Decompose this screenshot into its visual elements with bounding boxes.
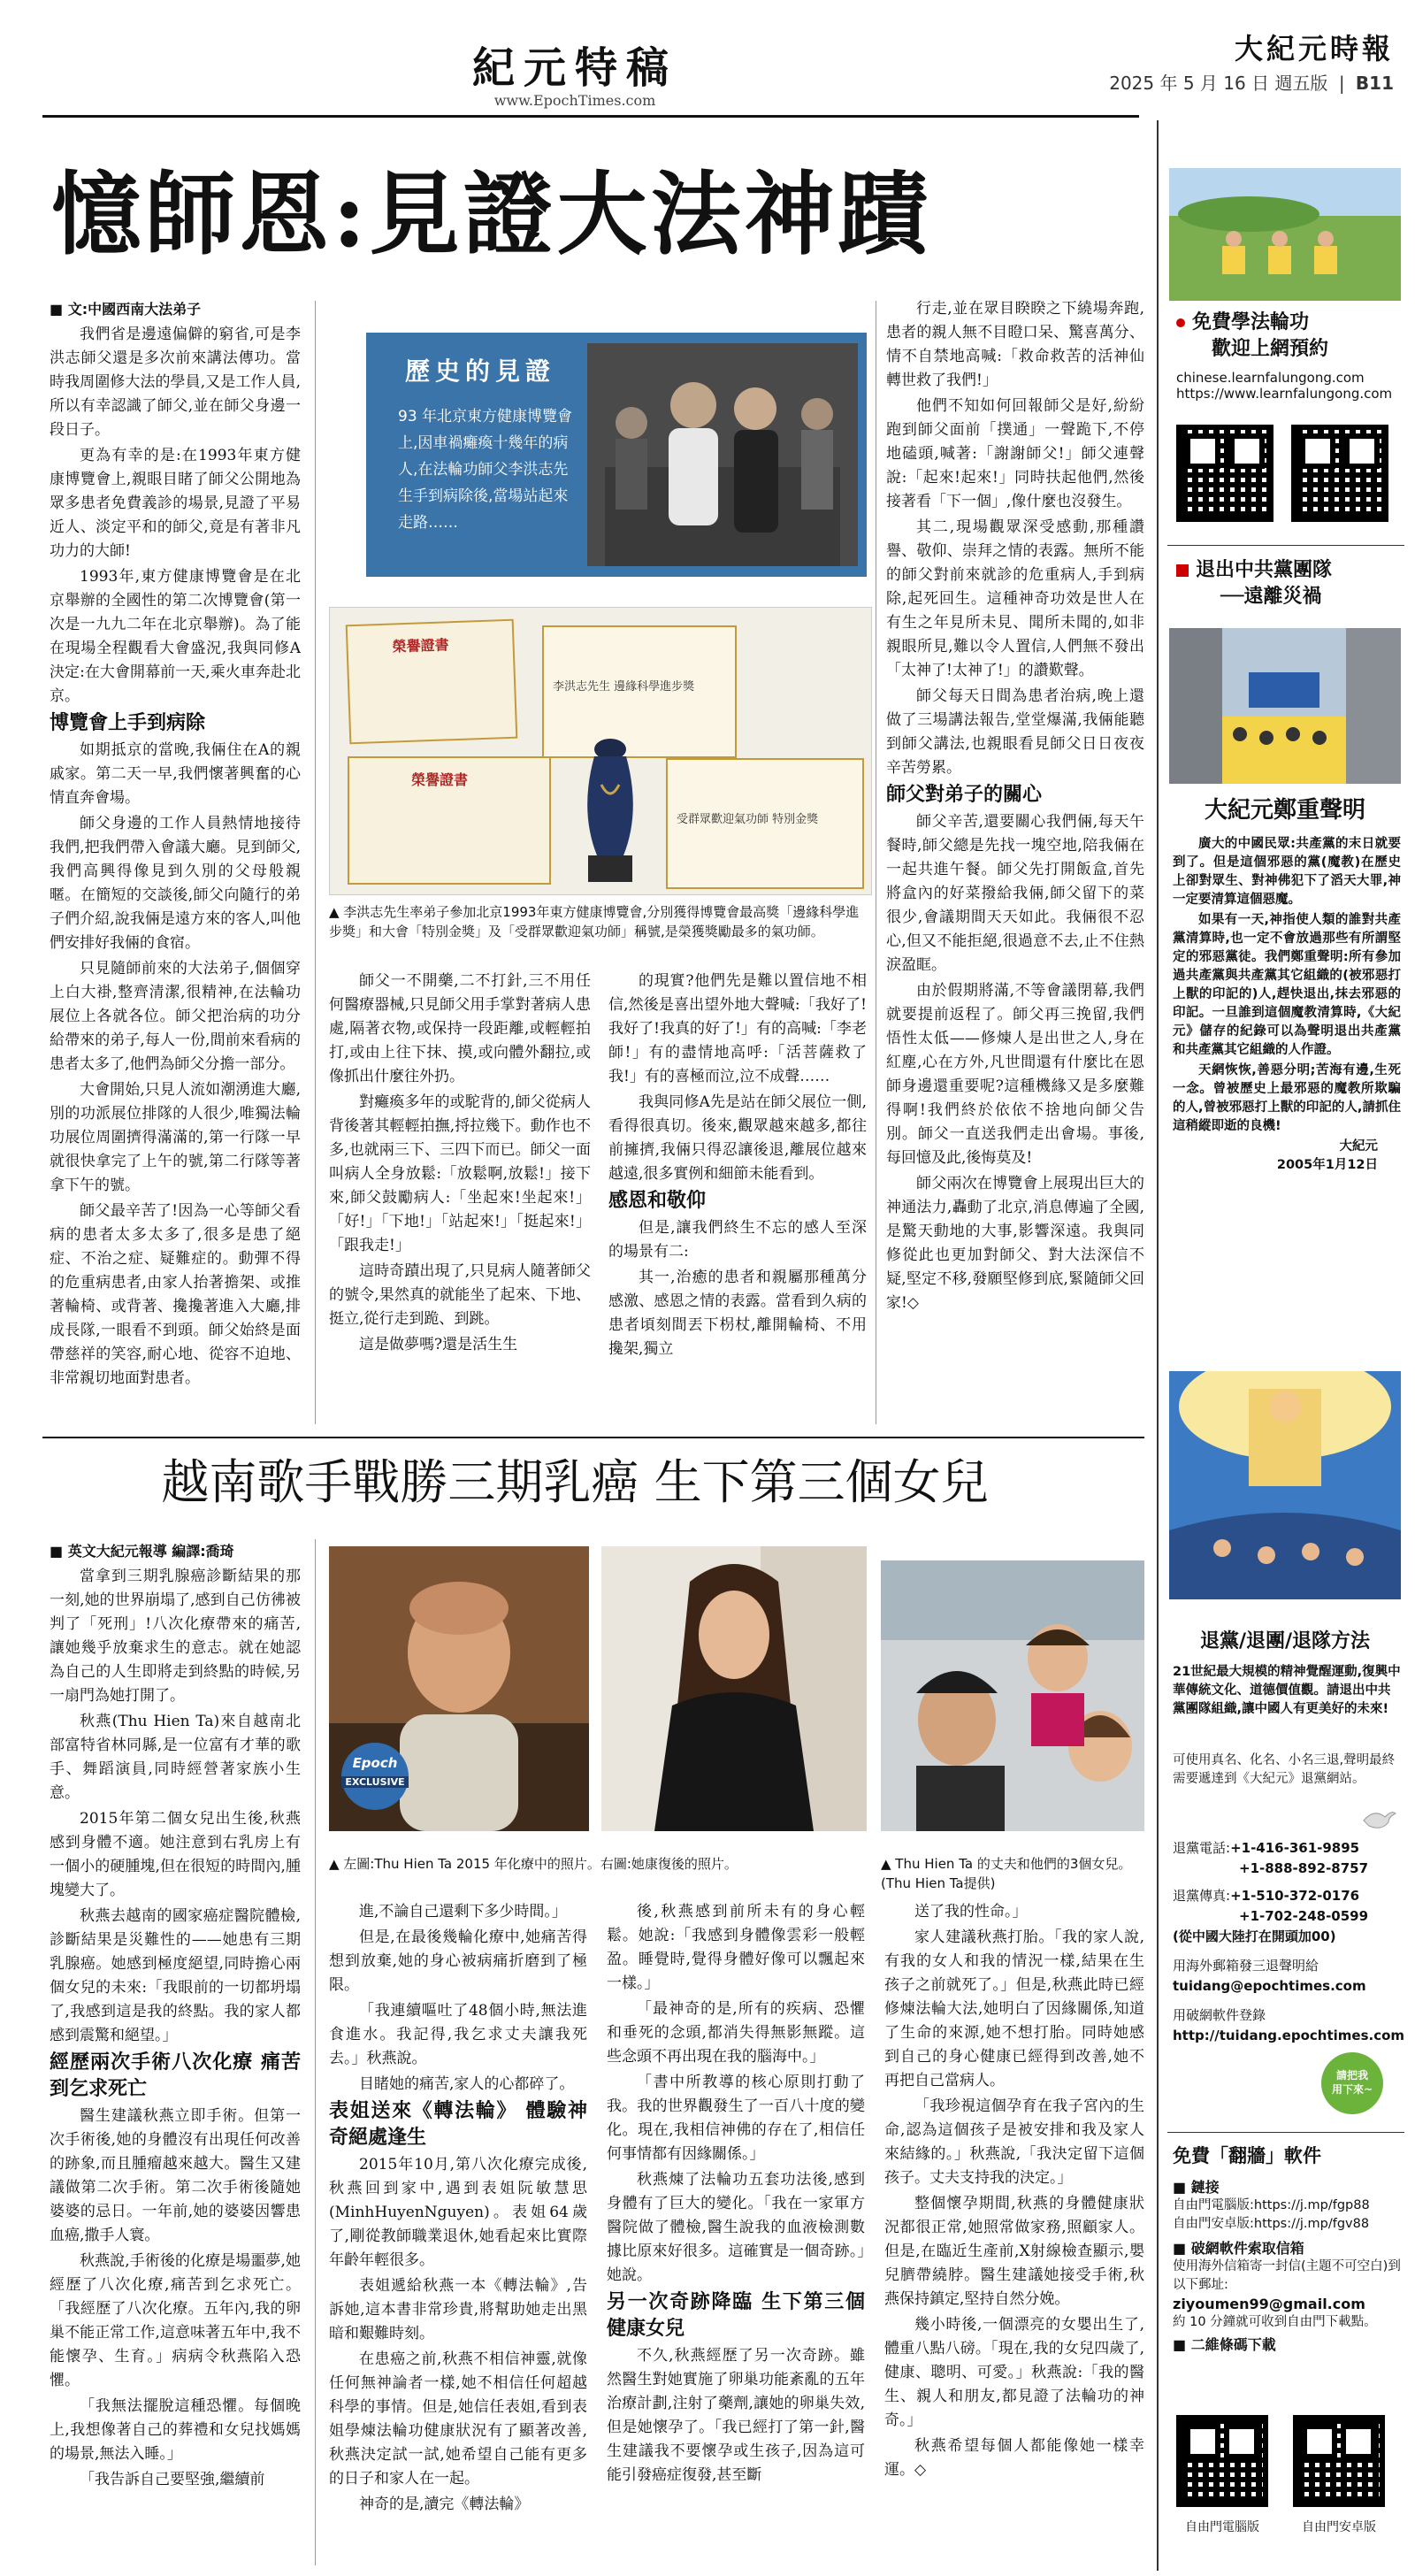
learn-title-1-text: 免費學法輪功 (1192, 311, 1310, 334)
paragraph: 「我無法擺脫這種恐懼。每個晚上,我想像著自己的葬禮和女兒找媽媽的場景,無法入睡。」 (50, 2397, 301, 2463)
badge-exclusive: EXCLUSIVE (341, 1776, 409, 1788)
paragraph: 秋燕去越南的國家癌症醫院體檢,診斷結果是災難性的——她患有三期乳腺癌。她感到極度絕望,同時擔心兩個女兒的未來:「我眼前的一切都坍塌了,我感到這是我的終點。我的家人都感到震驚和絕望。」 (50, 1907, 301, 2044)
bullet-dot-icon (1176, 318, 1185, 327)
paragraph: 師父每天日間為患者治病,晚上還做了三場講法報告,堂堂爆滿,我倆能聽到師父講法,也親眼看見師父日日夜夜辛苦勞累。 (886, 687, 1144, 777)
statement-date: 2005年1月12日 (1276, 1158, 1378, 1172)
sidebar-divider (1167, 2132, 1404, 2133)
photo-caption-left: ▲ 左圖:Thu Hien Ta 2015 年化療中的照片。右圖:她康復後的照片。 (329, 1856, 738, 1872)
paragraph: 秋燕希望每個人都能像她一樣幸運。◇ (884, 2437, 1144, 2479)
learn-url-1[interactable]: chinese.learnfalungong.com (1176, 370, 1365, 386)
family-photo (881, 1560, 1144, 1831)
learn-url-2[interactable]: https://www.learnfalungong.com (1176, 386, 1393, 402)
download-badge[interactable] (1321, 2052, 1383, 2114)
website-url: www.EpochTimes.com (493, 92, 656, 109)
statement-paragraph: 如果有一天,神指使人類的誰對共產黨清算時,也一定不會放過那些有所謂堅定的邪惡黨徒。我們鄭重聲明:所有參加過共產黨與共產黨其它組織的(被邪惡打上獸的印記的)人,趕快退出,抹去邪惡的印記。一旦誰到這個魔教清算時,《大紀元》儲存的紀錄可以為聲明退出共產黨和共產黨其它組織的人作證。 (1173, 913, 1401, 1057)
software-note: 用破網軟件登錄 (1173, 2007, 1266, 2023)
qr-code-freegate-pc[interactable] (1176, 2415, 1268, 2507)
quit-method-body: 21世紀最大規模的精神覺醒運動,復興中華傳統文化、道德價值觀。請退出中共黨團隊組織,讓中國人有更美好的未來! (1173, 1665, 1401, 1716)
paragraph: 師父兩次在博覽會上展現出巨大的神通法力,轟動了北京,消息傳遍了全國,是驚天動地的大事,影響深遠。我與同修從此也更加對師父、對大法深信不疑,堅定不移,發願堅修到底,緊隨師父回家!◇ (886, 1175, 1144, 1312)
email-note: 用海外郵箱發三退聲明給 (1173, 1958, 1319, 1974)
newspaper-logo: 大紀元時報 (1234, 32, 1394, 65)
page-number: B11 (1355, 73, 1394, 94)
subheading: 另一次奇跡降臨 生下第三個健康女兒 (607, 2291, 865, 2340)
paragraph: 師父一不開藥,二不打針,三不用任何醫療器械,只見師父用手掌對著病人患處,隔著衣物,或保持一段距離,或輕輕拍打,或由上往下抹、摸,或向體外翻拉,或像抓出什麼往外扔。 (329, 972, 591, 1085)
tel-row-1 (1173, 1838, 1401, 1859)
paragraph: 整個懷孕期間,秋燕的身體健康狀況都很正常,她照常做家務,照顧家人。但是,在臨近生產前,X射線檢查顯示,嬰兒臍帶繞脖。醫生建議她接受手術,秋燕保持鎮定,堅持自然分娩。 (884, 2195, 1144, 2308)
paragraph: 幾小時後,一個漂亮的女嬰出生了,體重八點八磅。「現在,我的女兒四歲了,健康、聰明、可愛。」秋燕說:「我的醫生、親人和朋友,都見證了法輪功的神奇。」 (884, 2316, 1144, 2429)
statement-paragraph: 天網恢恢,善惡分明;苦海有邊,生死一念。曾被歷史上最邪惡的魔教所欺騙的人,曾被邪惡打上獸的印記的人,請抓住這稍縱即逝的良機! (1173, 1063, 1401, 1133)
qr-code-learn-chinese[interactable] (1176, 425, 1274, 522)
photo-caption-right: ▲ Thu Hien Ta 的丈夫和他們的3個女兒。(Thu Hien Ta提供) (881, 1856, 1132, 1891)
paragraph: 進,不論自己還剩下多少時間。」 (359, 1903, 567, 1920)
quit-party-photo (1169, 628, 1401, 784)
links-head: ■ 鏈接 (1173, 2179, 1220, 2196)
software-url[interactable]: http://tuidang.epochtimes.com (1173, 2028, 1405, 2043)
quit-title-1-text: 退出中共黨團隊 (1196, 559, 1333, 581)
qr-label-android: 自由門安卓版 (1302, 2520, 1376, 2534)
paragraph: 秋燕說,手術後的化療是場噩夢,她經歷了八次化療,痛苦到乞求死亡。「我經歷了八次化療。五年內,我的卵巢不能正常工作,這意味著五年中,我不能懷孕、生育。」病病令秋燕陷入恐懼。 (50, 2252, 301, 2389)
paragraph: 「書中所教導的核心原則打動了我。我的世界觀發生了一百八十度的變化。現在,我相信神佛的存在了,相信任何事情都有因緣關係。」 (607, 2074, 865, 2163)
qr-code-learn-english[interactable] (1291, 425, 1388, 522)
paragraph: 行走,並在眾目睽睽之下繞場奔跑,患者的親人無不目瞪口呆、驚喜萬分、情不自禁地高喊:「救命救苦的活神仙轉世救了我們!」 (886, 300, 1144, 389)
date-text: 2025 年 5 月 16 日 週五版 (1109, 73, 1328, 94)
fax-number-1[interactable]: +1-510-372-0176 (1230, 1888, 1360, 1904)
fax-label: 退黨傳真: (1173, 1888, 1231, 1904)
paragraph: 師父辛苦,還要關心我們倆,每天午餐時,師父總是先找一塊空地,陪我倆在一起共進午餐。師父先打開飯盒,首先將盒內的好菜撥給我倆,師父留下的菜很少,會議期間天天如此。我倆很不忍心,但又不能拒絕,很過意不去,止不住熱淚盈眶。 (886, 813, 1144, 974)
article-1-headline: 憶師恩:見證大法神蹟 (51, 162, 932, 268)
quit-contacts (1173, 1838, 1405, 2046)
qr-code-freegate-android[interactable] (1293, 2415, 1385, 2507)
sidebar-rule (1157, 120, 1159, 2571)
email-address-freegate[interactable]: ziyoumen99@gmail.com (1173, 2296, 1365, 2312)
paragraph: 大會開始,只見人流如潮湧進大廳,別的功派展位排隊的人很少,唯獨法輪功展位周圍擠得滿滿的,第一行隊一早就很快拿完了上午的號,第二行隊等著拿下午的號。 (50, 1081, 301, 1194)
paragraph: 表姐遞給秋燕一本《轉法輪》,告訴她,這本書非常珍貴,將幫助她走出黑暗和艱難時刻。 (329, 2277, 587, 2342)
bullet-square-icon (1176, 564, 1189, 577)
subheading: 師父對弟子的關心 (886, 784, 1043, 806)
paragraph: 秋燕煉了法輪功五套功法後,感到身體有了巨大的變化。「我在一家軍方醫院做了體檢,醫生說我的血液檢測數據比原來好很多。這確實是一個奇跡。」她說。 (607, 2171, 865, 2284)
fax-note: (從中國大陸打在開頭加00) (1173, 1928, 1336, 1944)
paragraph: 對癱瘓多年的或駝背的,師父從病人背後著其輕輕拍撫,捋拉幾下。動作也不多,也就兩三下、三四下而已。師父一面叫病人全身放鬆:「放鬆啊,放鬆!」接下來,師父鼓勵病人:「坐起來!坐起來!」「好!」「下地!」「站起來!」「挺起來!」「跟我走!」 (329, 1093, 591, 1254)
paragraph: 但是,在最後幾輪化療中,她痛苦得想到放棄,她的身心被病痛折磨到了極限。 (329, 1928, 587, 1994)
qr-label-pc: 自由門電腦版 (1185, 2520, 1259, 2534)
freegate-title: 免費「翻牆」軟件 (1173, 2145, 1321, 2166)
certificate-title: 榮譽證書 (411, 771, 469, 788)
statement-paragraph: 廣大的中國民眾:共產黨的末日就要到了。但是這個邪惡的黨(魔教)在歷史上卻對眾生、對神佛犯下了滔天大罪,神一定要清算這個惡魔。 (1173, 837, 1401, 907)
history-box (366, 333, 867, 577)
certificate-3 (348, 756, 551, 885)
paragraph: 2015年10月,第八次化療完成後,秋燕回到家中,遇到表姐阮敏慧思(MinhHuyenNguyen)。表姐64歲了,剛從教師職業退休,她看起來比實際年齡年輕很多。 (329, 2156, 587, 2269)
subheading: 感恩和敬仰 (608, 1190, 707, 1212)
article-1-column-2 (329, 970, 591, 1430)
paragraph: 「我告訴自己要堅強,繼續前 (80, 2471, 265, 2488)
paragraph: 神奇的是,讀完《轉法輪》 (359, 2496, 530, 2513)
article-1-column-4 (886, 297, 1144, 1430)
paragraph: 其二,現場觀眾深受感動,那種讚譽、敬仰、崇拜之情的表露。無所不能的師父對前來就診的危重病人,手到病除,起死回生。這種神奇功效是世人在有生之年見所未見、聞所未聞的,如非親眼所見,難以令人置信,人們無不發出「太神了!太神了!」的讚歎聲。 (886, 518, 1144, 679)
article-2-column-4 (884, 1900, 1144, 2565)
paragraph: 師父身邊的工作人員熱情地接待我們,把我們帶入會議大廳。見到師父,我們高興得像見到久別的父母般親暱。在簡短的交談後,師父向隨行的弟子們介紹,說我倆是遠方來的客人,叫他們安排好我倆的食宿。 (50, 815, 301, 952)
paragraph: 「我珍視這個孕育在我子宮內的生命,認為這個孩子是被安排和我及家人來結緣的。」秋燕說,「我決定留下這個孩子。丈夫支持我的決定。」 (884, 2097, 1144, 2187)
link-android[interactable]: 自由門安卓版:https://j.mp/fgv88 (1173, 2217, 1370, 2231)
meditation-photo (1169, 168, 1401, 301)
issue-date: 2025 年 5 月 16 日 週五版 | B11 (1109, 73, 1394, 94)
subheading: 經歷兩次手術八次化療 痛苦到乞求死亡 (50, 2051, 301, 2100)
certificates-photo (329, 607, 872, 895)
history-photo (587, 343, 858, 566)
paragraph: 更為有幸的是:在1993年東方健康博覽會上,親眼目睹了師父公開地為眾多患者免費義診的場景,見證了平易近人、淡定平和的師父,竟是有著非凡功力的大師! (50, 447, 301, 560)
sidebar-divider (1167, 545, 1404, 546)
article-2-column-3 (607, 1900, 865, 2565)
paragraph: 家人建議秋燕打胎。「我的家人說,有我的女人和我的情況一樣,結果在生孩子之前就死了。」但是,秋燕此時已經修煉法輪大法,她明白了因緣關係,知道了生命的來源,她不想打胎。同時她感到自己的身心健康已經得到改善,她不再把自己當病人。 (884, 1928, 1144, 2089)
learn-falungong-box (1176, 310, 1403, 402)
paragraph: 目睹她的痛苦,家人的心都碎了。 (359, 2075, 575, 2093)
paragraph: 由於假期將滿,不等會議閉幕,我們就要提前返程了。師父再三挽留,我們悟性太低——修煉人是出世之人,身在紅塵,心在方外,凡世間還有什麼比在恩師身邊還重要呢?這種機緣又是多麼難得啊!我們終於依依不捨地向師父告別。師父一直送我們走出會場。事後,每回憶及此,後悔莫及! (886, 982, 1144, 1167)
certificates-caption: ▲ 李洪志先生率弟子參加北京1993年東方健康博覽會,分別獲得博覽會最高獎「邊緣科學進步獎」和大會「特別金獎」及「受群眾歡迎氣功師」稱號,是榮獲獎勵最多的氣功師。 (329, 904, 860, 939)
badge-line-2: 用下來~ (1331, 2083, 1373, 2096)
article-1-column-1 (50, 297, 301, 1421)
paragraph: 他們不知如何回報師父是好,紛紛跑到師父面前「撲通」一聲跪下,不停地磕頭,喊著:「謝謝師父!」師父連聲說:「起來!起來!」同時扶起他們,然後接著看「下一個」,像什麼也沒發生。 (886, 397, 1144, 510)
article-1-byline: ■ 文:中國西南大法弟子 (50, 301, 202, 318)
article-1-column-3 (608, 970, 867, 1430)
chemo-photo (329, 1546, 589, 1831)
paragraph: 師父最辛苦了!因為一心等師父看病的患者太多太多了,很多是患了絕症、不治之症、疑難症的。動彈不得的危重病患者,由家人抬著擔架、或推著輪椅、或背著、攙攙著進入大廳,排成長隊,一眼看不到頭。師父始終是面帶慈祥的笑容,耐心地、從容不迫地、非常親切地面對患者。 (50, 1202, 301, 1387)
paragraph: 在患癌之前,秋燕不相信神靈,就像任何無神論者一樣,她不相信任何超越科學的事情。但是,她信任表姐,看到表姐學煉法輪功健康狀況有了顯著改善,秋燕決定試一試,她希望自己能有更多的日子和家人在一起。 (329, 2350, 587, 2488)
paragraph: 我與同修A先是站在師父展位一側,看得很真切。後來,觀眾越來越多,都往前擁擠,我倆只得忍讓後退,離展位越來越遠,很多實例和細節未能看到。 (608, 1093, 867, 1183)
column-rule (315, 1539, 316, 2565)
tel-number-1[interactable]: +1-416-361-9895 (1230, 1840, 1360, 1856)
subheading: 博覽會上手到病除 (50, 712, 206, 734)
column-rule (315, 301, 316, 1424)
subheading: 表姐送來《轉法輪》 體驗神奇絕處逢生 (329, 2100, 587, 2149)
vase-trophy (562, 714, 659, 891)
fax-row-2[interactable]: +1-702-248-0599 (1239, 1908, 1369, 1924)
header-rule (42, 115, 1139, 118)
statement-title: 大紀元鄭重聲明 (1204, 797, 1365, 824)
paragraph: 當拿到三期乳腺癌診斷結果的那一刻,她的世界崩塌了,感到自己仿彿被判了「死刑」!八次化療帶來的痛苦,讓她幾乎放棄求生的意志。就在她認為自己的人生即將走到終點的時候,另一扇門為她打開了。 (50, 1568, 301, 1705)
paragraph: 1993年,東方健康博覽會是在北京舉辦的全國性的第二次博覽會(第一次是一九九二年在北京舉辦)。為了能在現場全程觀看大會盛況,我與同修A決定:在大會開幕前一天,乘火車奔赴北京。 (50, 568, 301, 705)
paragraph: 後,秋燕感到前所未有的身心輕鬆。她說:「我感到身體像雲彩一般輕盈。睡覺時,覺得身體好像可以飄起來一樣。」 (607, 1903, 865, 1992)
paragraph: 的現實?他們先是難以置信地不相信,然後是喜出望外地大聲喊:「我好了!我好了!我真的好了!」有的高喊:「李老師!」有的盡情地高呼:「活菩薩救了我!」有的喜極而泣,泣不成聲…… (608, 972, 867, 1085)
email-head: ■ 破網軟件索取信箱 (1173, 2240, 1304, 2257)
link-pc[interactable]: 自由門電腦版:https://j.mp/fgp88 (1173, 2198, 1370, 2212)
paragraph: 2015年第二個女兒出生後,秋燕感到身體不適。她注意到右乳房上有一個小的硬腫塊,但在很短的時間內,腫塊變大了。 (50, 1810, 301, 1899)
fax-row-1 (1173, 1886, 1401, 1906)
email-reply: 約 10 分鐘就可收到自由門下載點。 (1173, 2315, 1377, 2329)
email-address[interactable]: tuidang@epochtimes.com (1173, 1978, 1366, 1994)
dove-icon (1362, 1805, 1397, 1833)
article-divider (42, 1437, 1144, 1438)
certificate-title: 榮譽證書 (392, 636, 449, 656)
paragraph: 如期抵京的當晚,我倆住在A的親戚家。第二天一早,我們懷著興奮的心情直奔會場。 (50, 741, 301, 807)
paragraph: 「最神奇的是,所有的疾病、恐懼和垂死的念頭,都消失得無影無蹤。這些念頭不再出現在我的腦海中。」 (607, 2000, 865, 2066)
paragraph: 這是做夢嗎?還是活生生 (359, 1336, 518, 1353)
quit-method-title: 退黨/退團/退隊方法 (1199, 1630, 1371, 1652)
history-box-title: 歷史的見證 (405, 356, 556, 386)
divine-light-painting (1169, 1371, 1401, 1599)
section-title: 紀元特稿 (471, 43, 677, 93)
article-2-headline: 越南歌手戰勝三期乳癌 生下第三個女兒 (161, 1454, 989, 1510)
paragraph: 醫生建議秋燕立即手術。但第一次手術後,她的身體沒有出現任何改善的跡象,而且腫瘤越來越大。醫生又建議做第二次手術。第二次手術後隨她婆婆的忌日。一年前,她的婆婆因響患血癌,撒手人寰。 (50, 2107, 301, 2244)
certificate-body: 李洪志先生 邊緣科學進步獎 (553, 680, 695, 694)
article-2-byline: ■ 英文大紀元報導 編譯:喬琦 (50, 1543, 234, 1560)
paragraph: 我們省是邊遠偏僻的窮省,可是李洪志師父還是多次前來講法傳功。當時我周圍修大法的學員,又是工作人員,所以有幸認識了師父,並在師父身邊一段日子。 (50, 326, 301, 439)
quit-title-1 (1176, 557, 1403, 584)
paragraph: 送了我的性命。」 (914, 1903, 1028, 1920)
certificate-body: 受群眾歡迎氣功師 特別金獎 (677, 813, 819, 826)
quit-method-note: 可使用真名、化名、小名三退,聲明最終需要遞達到《大紀元》退黨網站。 (1173, 1753, 1396, 1786)
tel-label: 退黨電話: (1173, 1840, 1231, 1856)
statement-body (1173, 835, 1401, 1175)
paragraph: 秋燕(Thu Hien Ta)來自越南北部富特省林同縣,是一位富有才華的歌手、舞蹈演員,同時經營著家族小生意。 (50, 1713, 301, 1802)
paragraph: 不久,秋燕經歷了另一次奇跡。雖然醫生對她實施了卵巢功能紊亂的五年治療計劃,注射了藥劑,讓她的卵巢失效,但是她懷孕了。「我已經打了第一針,醫生建議我不要懷孕或生孩子,因為這可能引發癌症復發,甚至斷 (607, 2347, 865, 2484)
certificate-1 (346, 619, 518, 745)
quit-party-box (1176, 557, 1403, 610)
paragraph: 但是,讓我們終生不忘的感人至深的場景有二: (608, 1219, 867, 1261)
tel-row-2[interactable]: +1-888-892-8757 (1239, 1860, 1369, 1876)
badge-epoch: Epoch (352, 1755, 398, 1771)
certificate-4 (666, 758, 864, 889)
article-2-column-1 (50, 1539, 301, 2565)
email-body: 使用海外信箱寄一封信(主題不可空白)到以下郵址: (1173, 2259, 1401, 2292)
paragraph: 這時奇蹟出現了,只見病人隨著師父的號令,果然真的就能坐了起來、下地、挺立,從行走到跪、到跳。 (329, 1262, 591, 1328)
freegate-section (1173, 2178, 1404, 2354)
quit-title-2: ──遠離災禍 (1220, 586, 1322, 608)
paragraph: 其一,治癒的患者和親屬那種萬分感激、感恩之情的表露。當看到久病的患者頃刻間丟下枴杖,離開輪椅、不用攙架,獨立 (608, 1269, 867, 1358)
article-2-column-2 (329, 1900, 587, 2565)
recovered-photo (601, 1546, 867, 1831)
statement-signature: 大紀元 (1339, 1139, 1378, 1154)
history-box-text: 93 年北京東方健康博覽會上,因車禍癱瘓十幾年的病人,在法輪功師父李洪志先生手到病除後,當場站起來走路…… (398, 408, 573, 532)
paragraph: 只見隨師前來的大法弟子,個個穿上白大褂,整齊清潔,很精神,在法輪功展位上各就各位。師父把治病的功分給帶來的弟子,每人一份,間前來看病的患者太多了,他們為師父分擔一部分。 (50, 960, 301, 1073)
qr-head: ■ 二維條碼下載 (1173, 2336, 1276, 2353)
learn-title-2: 歡迎上網預約 (1212, 338, 1329, 360)
epoch-exclusive-badge (341, 1743, 409, 1810)
paragraph: 「我連續嘔吐了48個小時,無法進食進水。我記得,我乞求丈夫讓我死去。」秋燕說。 (329, 2002, 587, 2067)
learn-title-1 (1176, 310, 1403, 336)
badge-line-1: 請把我 (1335, 2069, 1368, 2082)
